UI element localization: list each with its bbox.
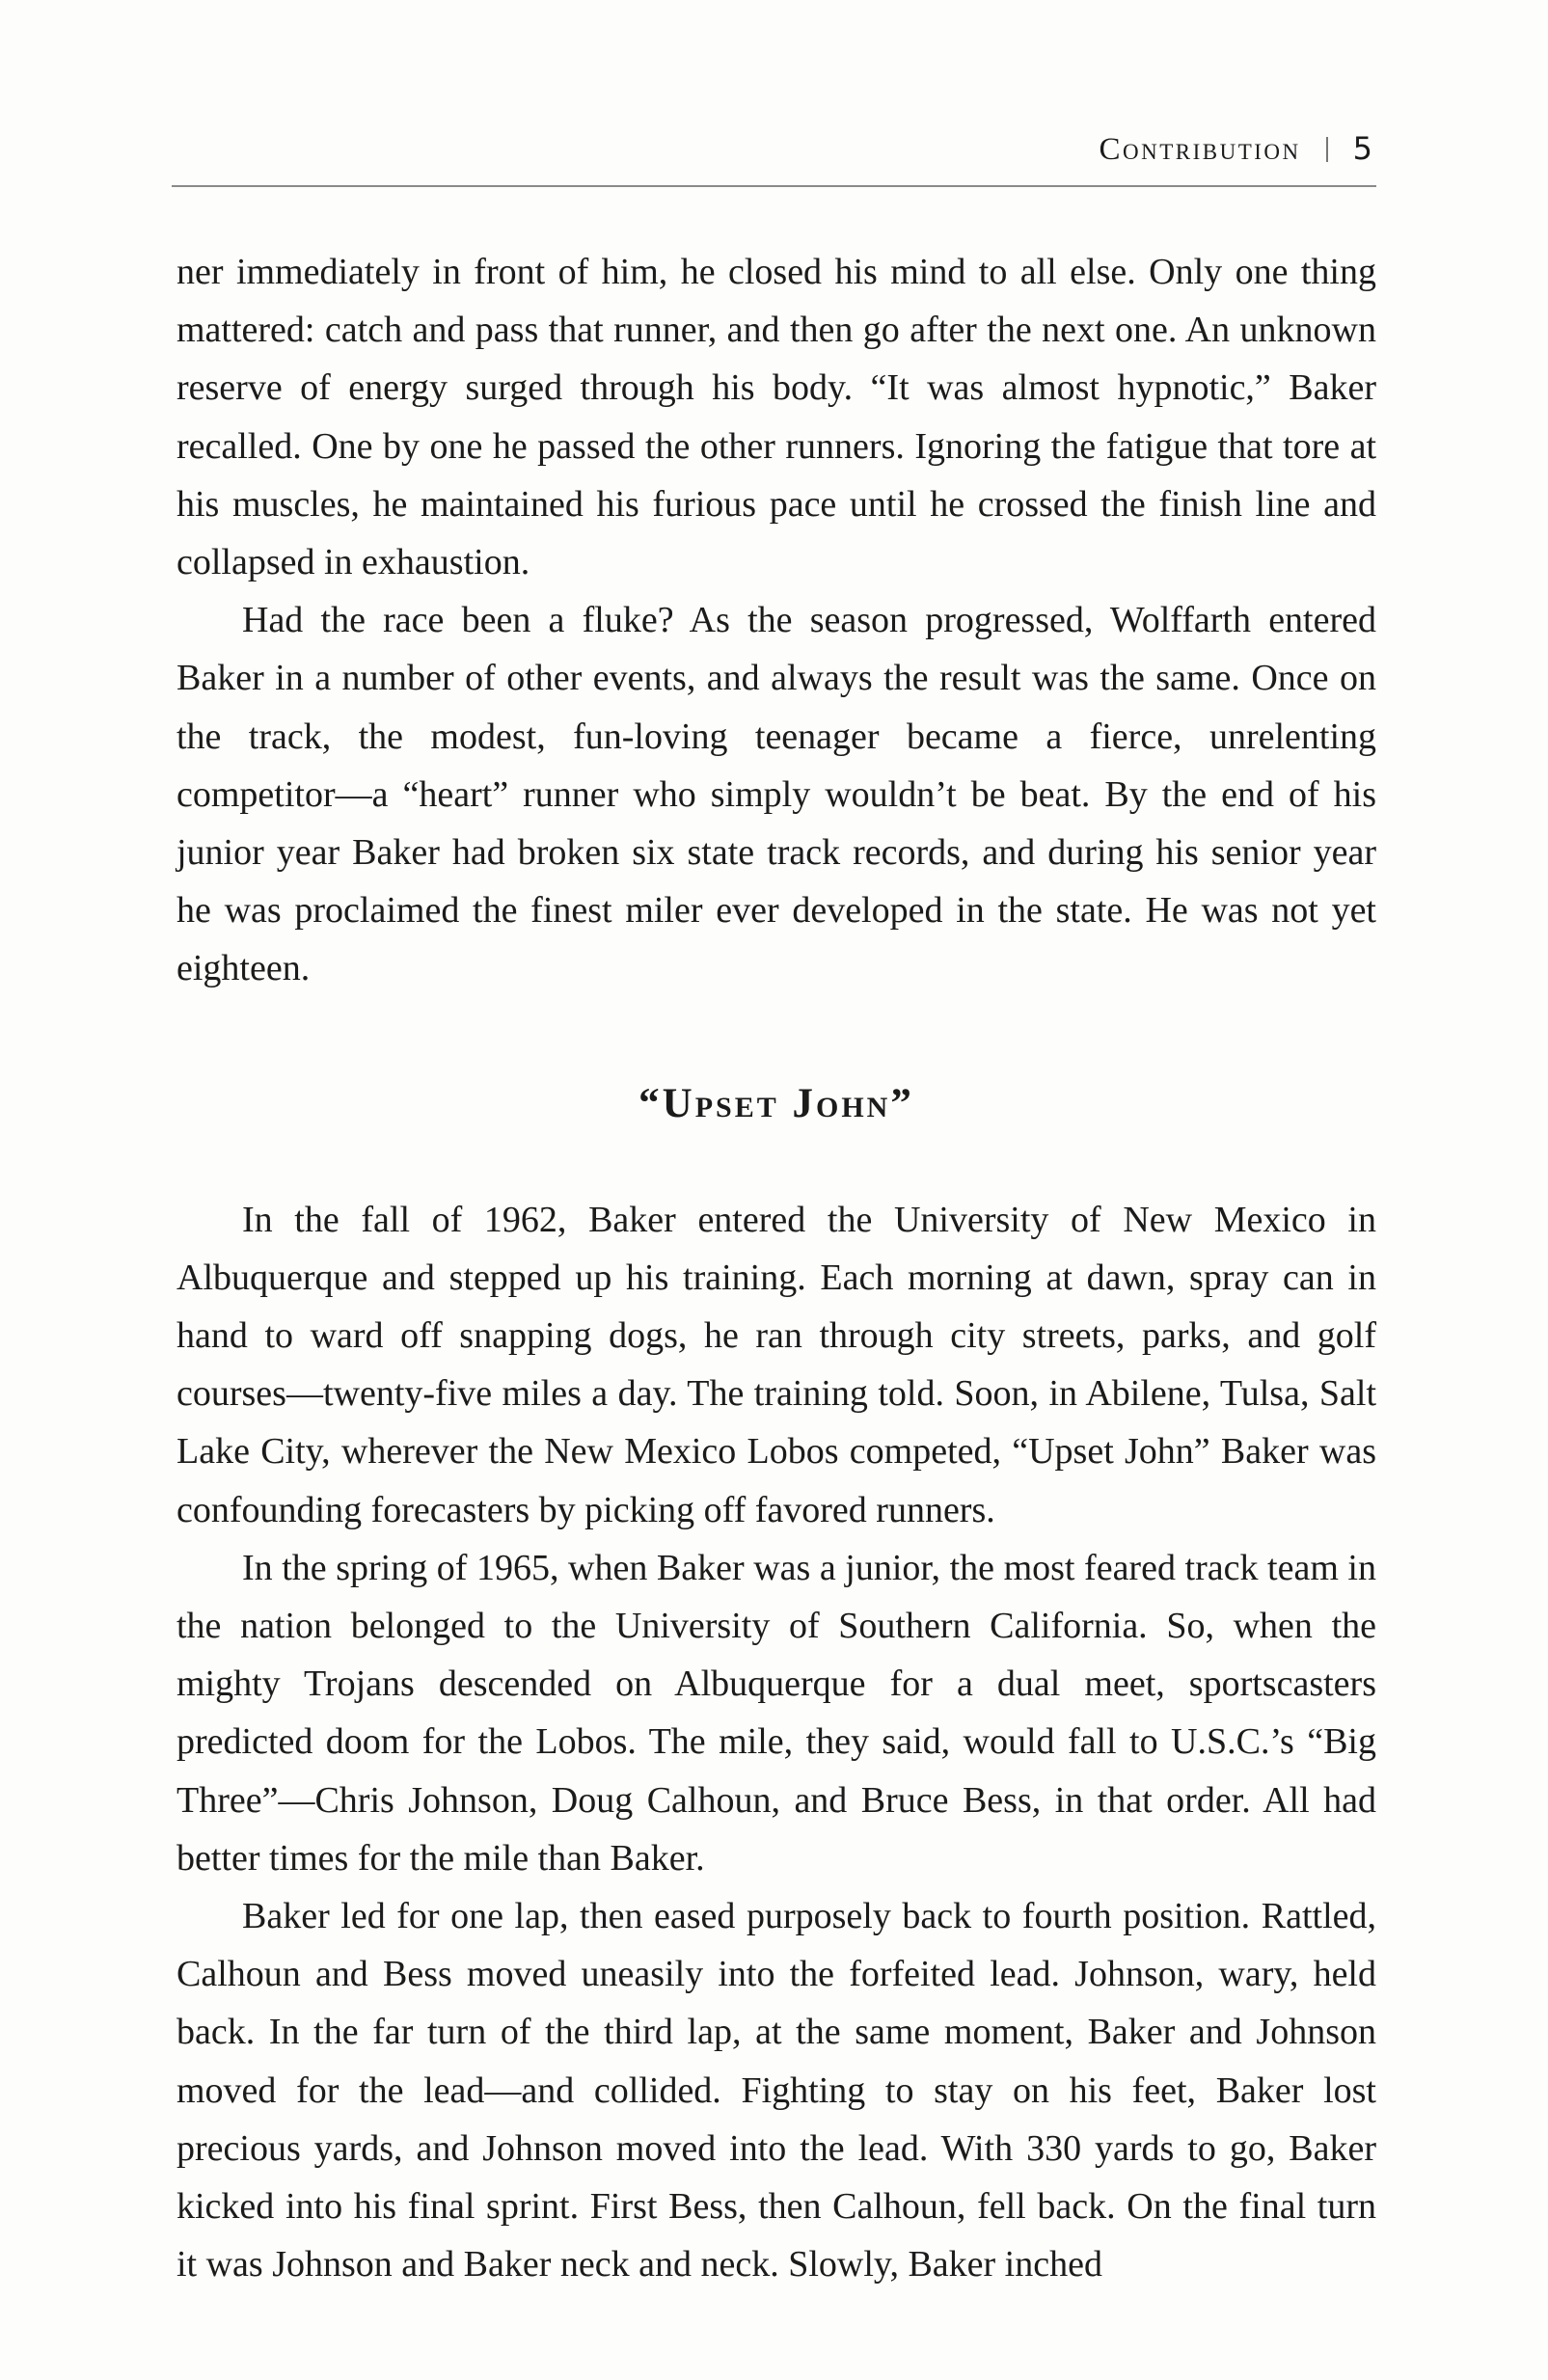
running-head <box>1099 130 1372 168</box>
section-heading: “Upset John” <box>638 1080 914 1126</box>
header-rule <box>172 185 1376 187</box>
running-head-separator <box>1326 137 1328 162</box>
paragraph-continued: ner immediately in front of him, he closed his mind to all else. Only one thing mattered: catch and pass that runner, and then go after the next one. An unknown reserve of energy surged through his body. “It was almost hypnotic,” Baker recalled. One by one he passed the other runners. Ignoring the fatigue that tore at his muscles, he maintained his furious pace until he crossed the finish line and collapsed in exhaustion. <box>177 252 1376 583</box>
paragraph-university: In the fall of 1962, Baker entered the University of New Mexico in Albuquerque and stepped up his training. Each morning at dawn, spray can in hand to ward off snapping dogs, he ran through city streets, parks, and golf courses—twenty-five miles a day. The training told. Soon, in Abilene, Tulsa, Salt Lake City, wherever the New Mexico Lobos competed, “Upset John” Baker was confounding forecasters by picking off favored runners. <box>177 1199 1376 1530</box>
paragraph-race: Baker led for one lap, then eased purposely back to fourth position. Rattled, Calhoun and Bess moved uneasily into the forfeited lead. Johnson, wary, held back. In the far turn of the third lap, at the same moment, Baker and Johnson moved for the lead—and collided. Fighting to stay on his feet, Baker lost precious yards, and Johnson moved into the lead. With 330 yards to go, Baker kicked into his final sprint. First Bess, then Calhoun, fell back. On the final turn it was Johnson and Baker neck and neck. Slowly, Baker inched <box>177 1896 1376 2285</box>
paragraph-fluke: Had the race been a fluke? As the season progressed, Wolffarth entered Baker in a number of other events, and always the result was the same. Once on the track, the modest, fun-loving teenager became a fierce, unrelenting competitor—a “heart” runner who simply wouldn’t be beat. By the end of his junior year Baker had broken six state track records, and during his senior year he was proclaimed the finest miler ever developed in the state. He was not yet eighteen. <box>177 600 1376 989</box>
running-head-title: Contribution <box>1099 132 1301 167</box>
paragraph-trojans: In the spring of 1965, when Baker was a junior, the most feared track team in the nation belonged to the University of Southern California. So, when the mighty Trojans descended on Albuquerque for a dual meet, sportscasters predicted doom for the Lobos. The mile, they said, would fall to U.S.C.’s “Big Three”—Chris Johnson, Doug Calhoun, and Bruce Bess, in that order. All had better times for the mile than Baker. <box>177 1547 1376 1879</box>
page-number: 5 <box>1352 130 1372 167</box>
page-body <box>177 243 1376 2294</box>
